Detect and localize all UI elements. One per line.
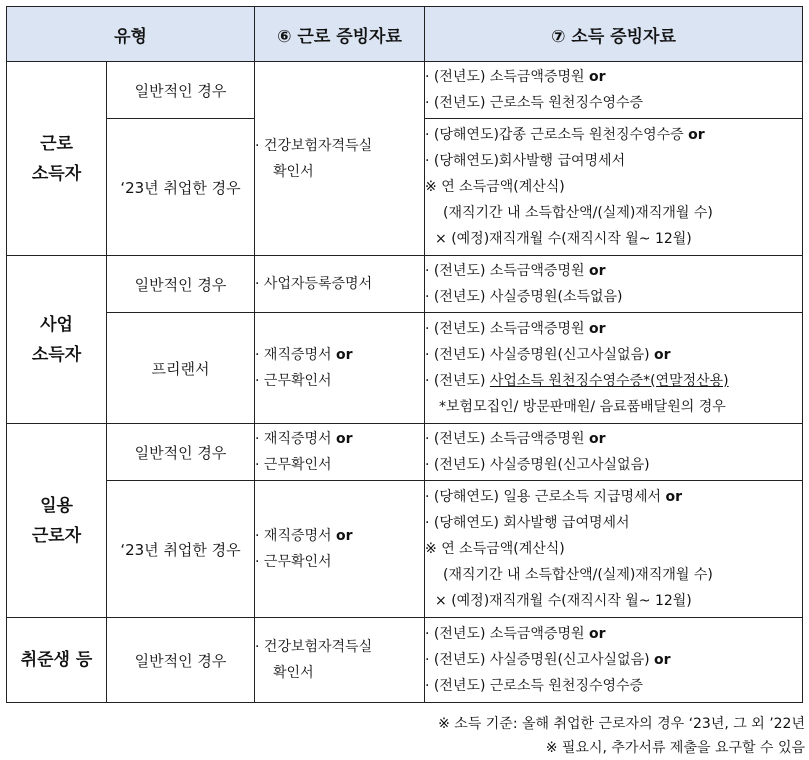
case-general: 일반적인 경우 <box>107 424 255 481</box>
table-row <box>7 62 803 119</box>
annual-income-note: ※ 연 소득금액(계산식) <box>425 541 565 557</box>
work-doc-cell: · 건강보험자격득실 확인서 <box>255 62 425 256</box>
work-doc-health-insurance: · 건강보험자격득실 <box>255 639 373 655</box>
work-doc-cell: · 재직증명서 or · 근무확인서 <box>255 424 425 481</box>
case-general: 일반적인 경우 <box>107 62 255 119</box>
income-doc-cell: · (전년도) 소득금액증명원 or · (전년도) 사실증명원(신고사실없음) or · (전년도) 사업소득 원천징수영수증*(연말정산용) *보험모집인/ 방문판매원/ 음료품배달원의 경우 <box>425 313 803 424</box>
group-daily-worker: 일용 근로자 <box>7 424 107 618</box>
work-doc-cell: · 재직증명서 or · 근무확인서 <box>255 313 425 424</box>
footnote-additional-docs: ※ 필요시, 추가서류 제출을 요구할 수 있음 <box>545 740 805 756</box>
work-doc-cell: · 재직증명서 or · 근무확인서 <box>255 481 425 618</box>
income-proof-table <box>6 6 803 703</box>
income-doc-cell: · (전년도) 소득금액증명원 or · (전년도) 사실증명원(소득없음) <box>425 256 803 313</box>
table-row <box>7 424 803 481</box>
case-general: 일반적인 경우 <box>107 618 255 703</box>
income-doc-cell: · (당해연도) 일용 근로소득 지급명세서 or · (당해연도) 회사발행 급여명세서 ※ 연 소득금액(계산식) (재직기간 내 소득합산액/(실제)재직개월 수) × (예정)재직개월 수(재직시작 월~ 12월) <box>425 481 803 618</box>
income-doc-cell: · (전년도) 소득금액증명원 or · (전년도) 사실증명원(신고사실없음) <box>425 424 803 481</box>
table-row <box>7 313 803 424</box>
freelancer-footnote: *보험모집인/ 방문판매원/ 음료품배달원의 경우 <box>439 399 726 415</box>
work-doc-business-registration: · 사업자등록증명서 <box>255 276 373 292</box>
header-type: 유형 <box>7 7 255 62</box>
income-doc-cell: · (전년도) 소득금액증명원 or · (전년도) 근로소득 원천징수영수증 <box>425 62 803 119</box>
header-work-proof: ⑥ 근로 증빙자료 <box>255 7 425 62</box>
case-employed-23: ‘23년 취업한 경우 <box>107 119 255 256</box>
case-employed-23: ‘23년 취업한 경우 <box>107 481 255 618</box>
case-freelancer: 프리랜서 <box>107 313 255 424</box>
income-doc-cell: · (당해연도)갑종 근로소득 원천징수영수증 or · (당해연도)회사발행 급여명세서 ※ 연 소득금액(계산식) (재직기간 내 소득합산액/(실제)재직개월 수) × (예정)재직개월 수(재직시작 월~ 12월) <box>425 119 803 256</box>
group-jobseeker: 취준생 등 <box>7 618 107 703</box>
footnotes <box>438 712 805 760</box>
annual-income-note: ※ 연 소득금액(계산식) <box>425 179 565 195</box>
table-header-row <box>7 7 803 62</box>
case-general: 일반적인 경우 <box>107 256 255 313</box>
work-doc-health-insurance: · 건강보험자격득실 <box>255 137 373 154</box>
table-row <box>7 481 803 618</box>
header-income-proof: ⑦ 소득 증빙자료 <box>425 7 803 62</box>
group-earned-income: 근로 소득자 <box>7 62 107 256</box>
group-business-income: 사업 소득자 <box>7 256 107 424</box>
table-row <box>7 618 803 703</box>
work-doc-cell <box>255 256 425 313</box>
work-doc-cell: · 건강보험자격득실 확인서 <box>255 618 425 703</box>
footnote-income-basis: ※ 소득 기준: 올해 취업한 근로자의 경우 ‘23년, 그 외 ’22년 <box>438 716 805 732</box>
income-doc-cell: · (전년도) 소득금액증명원 or · (전년도) 사실증명원(신고사실없음) or · (전년도) 근로소득 원천징수영수증 <box>425 618 803 703</box>
table-row <box>7 256 803 313</box>
